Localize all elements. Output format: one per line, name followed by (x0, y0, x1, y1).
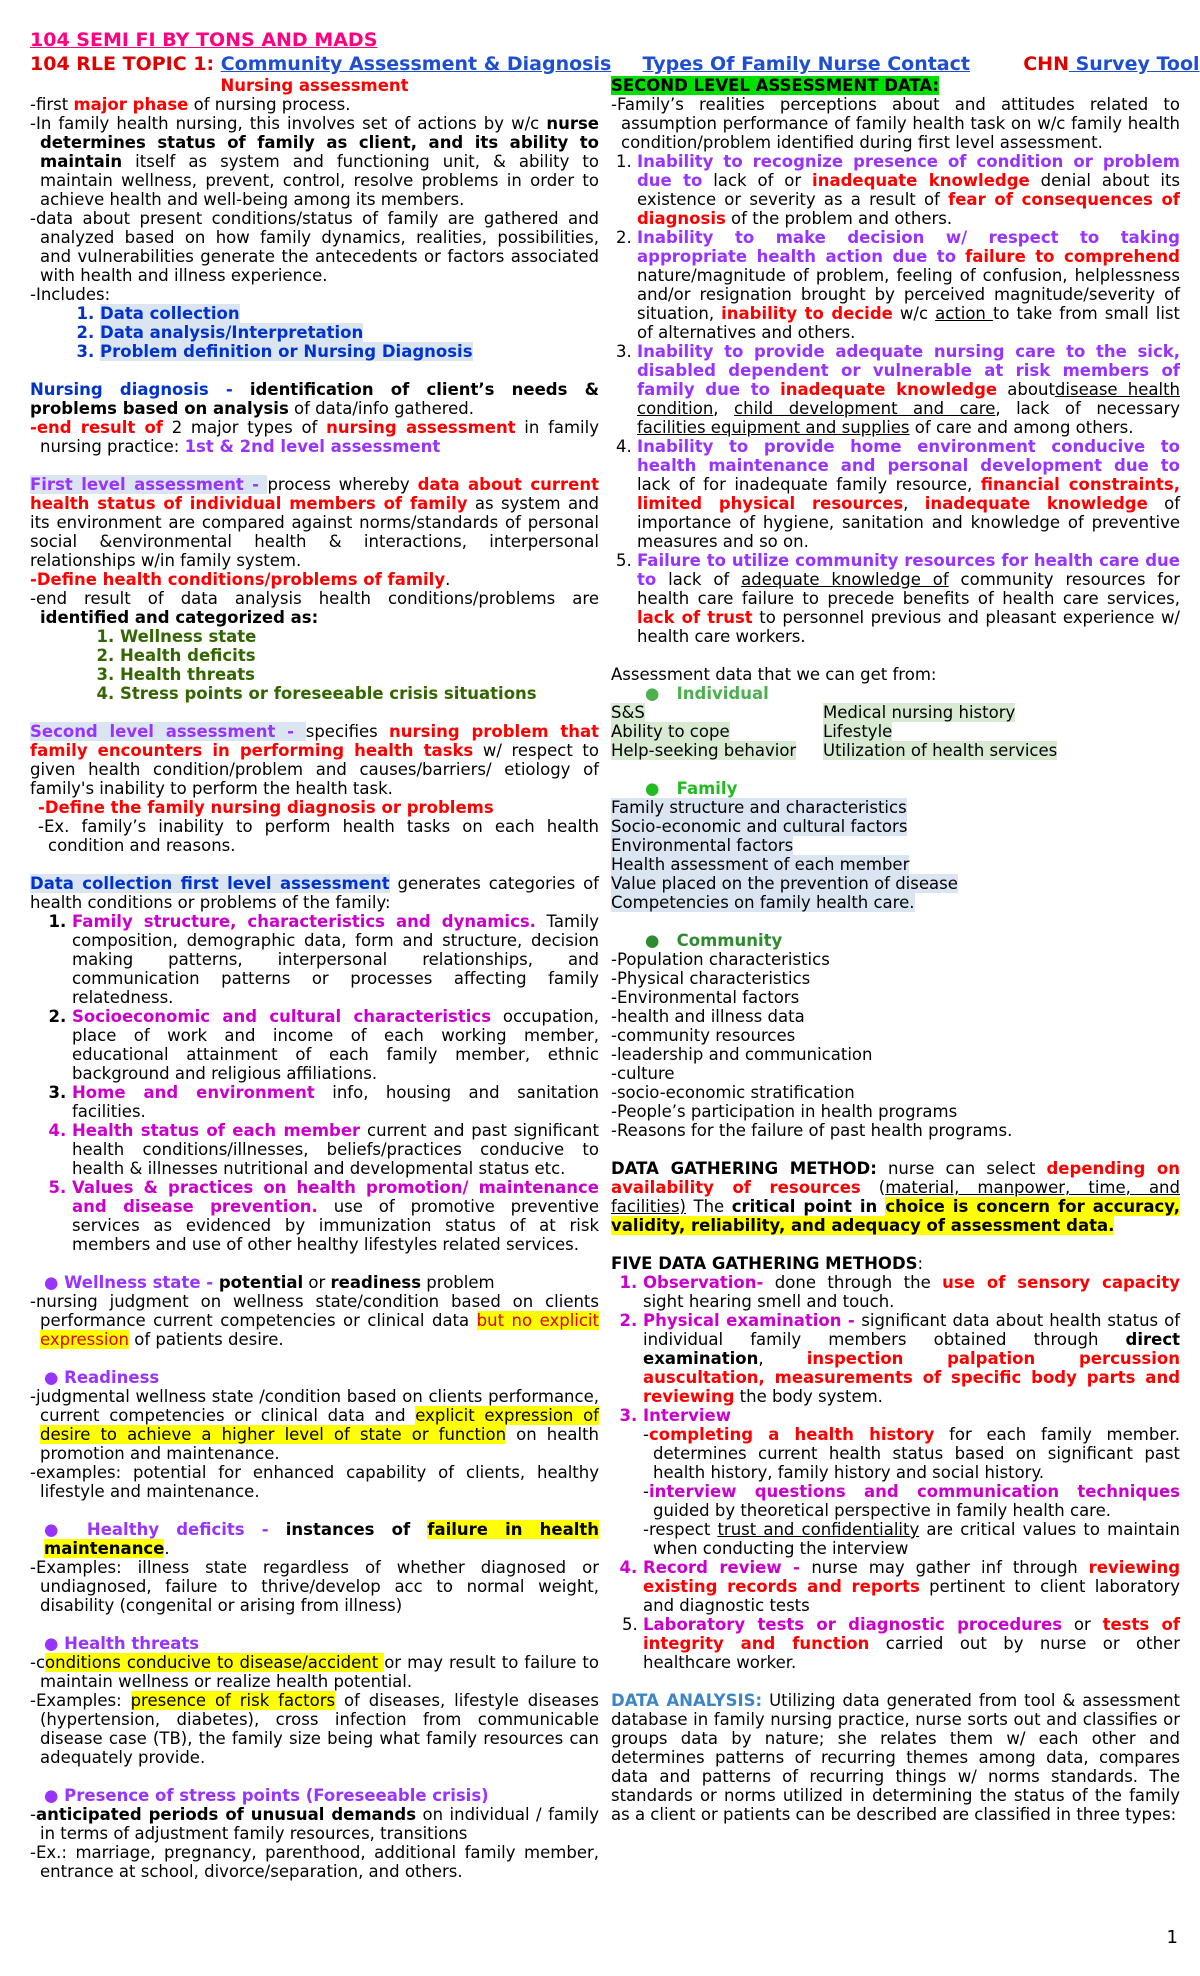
nursing-assessment-line-1: -first major phase of nursing process. (30, 95, 351, 114)
first-level-define: -Define health conditions/problems of family. (30, 570, 451, 589)
individual-row (611, 703, 1180, 722)
left-column (30, 76, 599, 1881)
data-gathering-paragraph: DATA GATHERING METHOD: nurse can select depending on availability of resources (material, manpower, time, and facilities) The critical point in choice is concern for accuracy, validity, reliability, and adequacy of assessment data. (611, 1159, 1180, 1235)
five-methods-list (611, 1273, 1180, 1672)
individual-table (611, 703, 1180, 760)
wellness-state-heading: ● Wellness state - potential or readiness problem (44, 1273, 495, 1292)
second-level-item: 5. Failure to utilize community resources for health care due to lack of adequate knowledge of community resources for health care failure to precede benefits of health care services, lack of trust to personnel previous and pleasant experience w/ health care workers. (637, 551, 1180, 646)
document-title: 104 SEMI FI BY TONS AND MADS (30, 29, 378, 51)
data-analysis-paragraph: DATA ANALYSIS: Utilizing data generated from tool & assessment database in family nursing practice, nurse sorts out and classifies or groups data by nature; she relates them w/ each other and determines patterns of recurring themes among data, compares data and patterns of recurring things w/ norms standards. The standards or norms utilized in determining the status of the family as a client or patients can be described are classified in three types: (611, 1691, 1181, 1824)
family-item: Value placed on the prevention of disease (611, 874, 958, 893)
stress-points-heading: ● Presence of stress points (Foreseeable crisis) (44, 1786, 489, 1805)
data-collection-item: 5. Values & practices on health promotion/ maintenance and disease prevention. use of promotive preventive services as evidenced by immunization status of at risk members and use of other healthy lifestyles related services. (72, 1178, 599, 1254)
second-level-item: 4. Inability to provide home environment conducive to health maintenance and personal development due to lack of for inadequate family resource, financial constraints, limited physical resources, inadequate knowledge of importance of hygiene, sanitation and knowledge of preventive measures and so on. (637, 437, 1180, 551)
readiness-text: -judgmental wellness state /condition based on clients performance, current competencies or clinical data and explicit expression of desire to achieve a higher level of state or function on health promotion and maintenance. (30, 1387, 599, 1463)
category-item: 2. Health deficits (120, 646, 599, 665)
individual-row (611, 741, 1180, 760)
family-item: Competencies on family health care. (611, 893, 915, 912)
topic-label: 104 RLE TOPIC 1: (30, 53, 215, 75)
readiness-heading: ● Readiness (44, 1368, 160, 1387)
method-item: 4. Record review - nurse may gather inf through reviewing existing records and reports pertinent to client laboratory and diagnostic tests (643, 1558, 1180, 1615)
nursing-diagnosis-paragraph: Nursing diagnosis - identification of client’s needs & problems based on analysis of data/info gathered. (30, 380, 599, 418)
community-heading: ● Community (645, 931, 783, 950)
includes-item: 1. Data collection (100, 304, 599, 323)
data-collection-list (30, 912, 599, 1254)
second-level-define: -Define the family nursing diagnosis or problems (38, 798, 494, 817)
individual-cell: Ability to cope (611, 722, 730, 741)
community-item: -Physical characteristics (611, 969, 811, 988)
health-deficits-heading: ● Healthy deficits - instances of failure in health maintenance. (44, 1520, 599, 1558)
community-assessment-link[interactable]: Community Assessment & Diagnosis (220, 53, 612, 75)
category-item: 4. Stress points or foreseeable crisis situations (120, 684, 599, 703)
method-item: 1. Observation- done through the use of sensory capacity sight hearing smell and touch. (643, 1273, 1180, 1311)
right-column (611, 76, 1180, 1881)
survey-tool-link[interactable]: Survey Tool (1068, 53, 1200, 75)
page-number: 1 (1166, 1927, 1178, 1948)
nursing-assessment-line-3: -data about present conditions/status of family are gathered and analyzed based on how family dynamics, realities, possibilities, and vulnerabilities generate the antecedents or factors associated with health and illness experience. (30, 209, 599, 285)
chn-label: CHN (1023, 53, 1069, 75)
stress-points-examples: -Ex.: marriage, pregnancy, parenthood, additional family member, entrance at school, divorce/separation, and others. (30, 1843, 599, 1881)
second-level-example: -Ex. family’s inability to perform health tasks on each health condition and reasons. (38, 817, 599, 855)
second-level-data-list (611, 152, 1180, 646)
data-collection-item: 4. Health status of each member current and past significant health conditions/illnesses, beliefs/practices conducive to health & illnesses nutritional and developmental status etc. (72, 1121, 599, 1178)
includes-item: 3. Problem definition or Nursing Diagnosis (100, 342, 599, 361)
family-heading: ● Family (645, 779, 738, 798)
community-item: -culture (611, 1064, 675, 1083)
health-threats-examples: -Examples: presence of risk factors of diseases, lifestyle diseases (hypertension, diabetes), cross infection from communicable disease case (TB), the family size being what family resources can adequately provide. (30, 1691, 599, 1767)
second-level-item: 1. Inability to recognize presence of condition or problem due to lack of or inadequate knowledge denial about its existence or severity as a result of fear of consequences of diagnosis of the problem and others. (637, 152, 1180, 228)
data-collection-item: 3. Home and environment info, housing and sanitation facilities. (72, 1083, 599, 1121)
individual-cell: Help-seeking behavior (611, 741, 797, 760)
data-collection-paragraph: Data collection first level assessment generates categories of health conditions or problems of the family: (30, 874, 599, 912)
five-methods-heading: FIVE DATA GATHERING METHODS: (611, 1254, 924, 1273)
wellness-state-text: -nursing judgment on wellness state/condition based on clients performance current competencies or clinical data but no explicit expression of patients desire. (30, 1292, 599, 1349)
individual-cell: Utilization of health services (823, 741, 1058, 760)
data-collection-item: 2. Socioeconomic and cultural characteristics occupation, place of work and income of each working member, educational attainment of each family member, ethnic background and religious affiliations. (72, 1007, 599, 1083)
nursing-assessment-heading: Nursing assessment (220, 76, 409, 95)
readiness-examples: -examples: potential for enhanced capability of clients, healthy lifestyle and maintenance. (30, 1463, 599, 1501)
individual-cell: Lifestyle (823, 722, 893, 741)
community-item: -leadership and communication (611, 1045, 873, 1064)
topic-header (30, 52, 1200, 76)
family-item: Socio-economic and cultural factors (611, 817, 908, 836)
community-item: -health and illness data (611, 1007, 805, 1026)
first-level-end-result: -end result of data analysis health conditions/problems are identified and categorized as: (30, 589, 599, 627)
assessment-data-intro: Assessment data that we can get from: (611, 665, 937, 684)
method-item: 3. Interview -completing a health history for each family member. determines current health status based on significant past health history, family history and social history. -interview questions and communication techniques guided by theoretical perspective in family health care. -respect trust and confidentiality are critical values to maintain when conducting the interview (643, 1406, 1180, 1558)
first-level-paragraph: First level assessment - process whereby data about current health status of individual members of family as system and its environment are compared against norms/standards of personal social &environmental health & interactions, interpersonal relationships w/in family system. (30, 475, 599, 570)
family-item: Family structure and characteristics (611, 798, 907, 817)
second-level-item: 2. Inability to make decision w/ respect to taking appropriate health action due to failure to comprehend nature/magnitude of problem, feeling of confusion, helplessness and/or resignation brought by perceived magnitude/severity of situation, inability to decide w/c action to take from small list of alternatives and others. (637, 228, 1180, 342)
second-level-data-intro: -Family’s realities perceptions about and attitudes related to assumption performance of family health task on w/c family health condition/problem identified during first level assessment. (611, 95, 1180, 152)
second-level-data-heading: SECOND LEVEL ASSESSMENT DATA: (611, 76, 940, 95)
health-threats-heading: ● Health threats (44, 1634, 200, 1653)
document-page (30, 28, 1200, 1881)
community-item: -Reasons for the failure of past health programs. (611, 1121, 1013, 1140)
individual-row (611, 722, 1180, 741)
community-item: -People’s participation in health programs (611, 1102, 958, 1121)
stress-points-text: -anticipated periods of unusual demands on individual / family in terms of adjustment family resources, transitions (30, 1805, 599, 1843)
nursing-diagnosis-end-result: -end result of 2 major types of nursing assessment in family nursing practice: 1st & 2nd level assessment (30, 418, 599, 456)
first-level-categories (30, 627, 599, 703)
individual-heading: ● Individual (645, 684, 769, 703)
method-item: 5. Laboratory tests or diagnostic procedures or tests of integrity and function carried out by nurse or other healthcare worker. (643, 1615, 1180, 1672)
method-item: 2. Physical examination - significant data about health status of individual family members obtained through direct examination, inspection palpation percussion auscultation, measurements of specific body parts and reviewing the body system. (643, 1311, 1180, 1406)
family-item: Environmental factors (611, 836, 794, 855)
health-deficits-examples: -Examples: illness state regardless of whether diagnosed or undiagnosed, failure to thrive/develop acc to normal weight, disability (congenital or arising from illness) (30, 1558, 599, 1615)
individual-cell: S&S (611, 703, 645, 722)
data-collection-item: 1. Family structure, characteristics and dynamics. Tamily composition, demographic data, form and structure, decision making patterns, interpersonal relationships, and communication patterns or processes affecting family relatedness. (72, 912, 599, 1007)
community-item: -community resources (611, 1026, 796, 1045)
community-item: -socio-economic stratification (611, 1083, 855, 1102)
types-family-nurse-contact-link[interactable]: Types Of Family Nurse Contact (642, 53, 970, 75)
second-level-paragraph: Second level assessment - specifies nursing problem that family encounters in performing health tasks w/ respect to given health condition/problem and causes/barriers/ etiology of family's inability to perform the health task. (30, 722, 599, 798)
family-item: Health assessment of each member (611, 855, 910, 874)
includes-label: -Includes: (30, 285, 111, 304)
nursing-assessment-line-2: -In family health nursing, this involves set of actions by w/c nurse determines status of family as client, and its ability to maintain itself as system and functioning unit, & ability to maintain wellness, prevent, control, resolve problems in order to achieve health and well-being among its members. (30, 114, 599, 209)
community-list (611, 950, 1180, 1140)
family-list (611, 798, 1180, 912)
community-item: -Population characteristics (611, 950, 830, 969)
individual-cell: Medical nursing history (823, 703, 1016, 722)
includes-item: 2. Data analysis/Interpretation (100, 323, 599, 342)
health-threats-text: -conditions conducive to disease/accident or may result to failure to maintain wellness or realize health potential. (30, 1653, 599, 1691)
second-level-item: 3. Inability to provide adequate nursing care to the sick, disabled dependent or vulnerable at risk members of family due to inadequate knowledge aboutdisease health condition, child development and care, lack of necessary facilities equipment and supplies of care and among others. (637, 342, 1180, 437)
includes-list (30, 304, 599, 361)
category-item: 1. Wellness state (120, 627, 599, 646)
category-item: 3. Health threats (120, 665, 599, 684)
community-item: -Environmental factors (611, 988, 800, 1007)
